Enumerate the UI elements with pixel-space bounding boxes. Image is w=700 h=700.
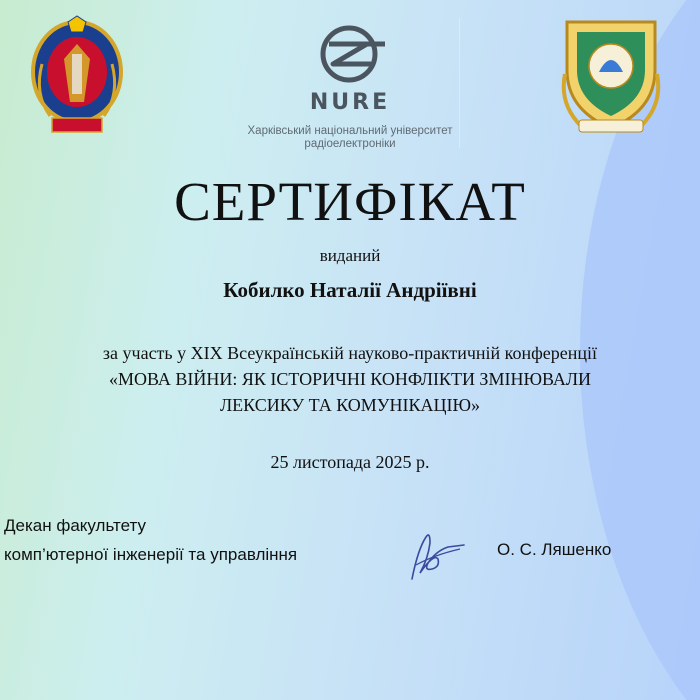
signature-icon: [404, 529, 468, 585]
dean-position: [4, 511, 297, 569]
conference-title-line1: «МОВА ВІЙНИ: ЯК ІСТОРИЧНІ КОНФЛІКТИ ЗМІНЮВАЛИ: [108, 369, 592, 389]
participation-line: за участь у XIX Всеукраїнській науково-практичній конференції: [102, 343, 598, 363]
certificate-date: 25 листопада 2025 р.: [270, 452, 430, 472]
logo-divider: [459, 18, 460, 148]
nure-logo-text: NURE: [309, 90, 391, 115]
dean-position-line1: Декан факультету: [4, 516, 146, 535]
university-name-line1: Харківський національний університет: [247, 125, 453, 137]
participation-text: [0, 340, 700, 418]
issued-label: виданий: [319, 246, 381, 265]
conference-title-line2: ЛЕКСИКУ ТА КОМУНІКАЦІЮ»: [219, 395, 481, 415]
dean-position-line2: комп’ютерної інженерії та управління: [4, 545, 298, 564]
university-name: [225, 125, 475, 151]
biotech-university-emblem-icon: [555, 14, 667, 138]
signer-name: О. С. Ляшенко: [497, 540, 612, 559]
kharkiv-university-emblem-icon: [28, 14, 126, 136]
nure-logo-icon: [315, 24, 387, 84]
certificate-title: СЕРТИФІКАТ: [174, 171, 526, 232]
recipient-name: Кобилко Наталії Андріївні: [223, 278, 477, 302]
university-name-line2: радіоелектроніки: [304, 138, 396, 150]
